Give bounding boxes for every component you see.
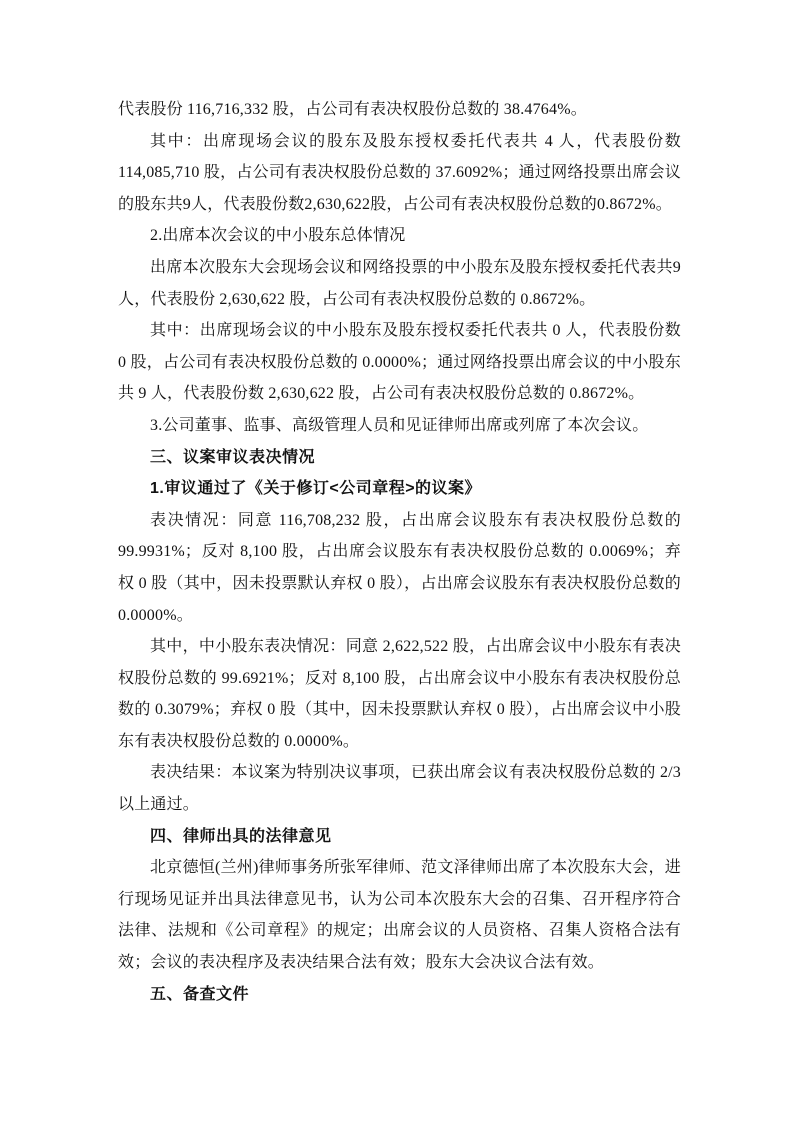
document-body: [118, 94, 681, 1010]
heading-section3-voting-review: 三、议案审议表决情况: [150, 448, 316, 466]
heading-proposal1-charter-amendment: 1.审议通过了《关于修订<公司章程>的议案》: [150, 480, 482, 498]
para-continued-shares-summary: 代表股份 116,716,332 股，占公司有表决权股份总数的 38.4764%。: [118, 101, 587, 118]
para-voting-conclusion: 表决结果：本议案为特别决议事项，已获出席会议有表决权股份总数的 2/3 以上通过。: [118, 764, 681, 814]
para-voting-results-overall: 表决情况：同意 116,708,232 股，占出席会议股东有表决权股份总数的 99.9931%；反对 8,100 股，占出席会议股东有表决权股份总数的 0.0069%；弃权 0 股（其中，因未投票默认弃权 0 股），占出席会议股东有表决权股份总数的 0.0000%。: [118, 511, 681, 624]
heading-section5-reference-documents: 五、备查文件: [150, 985, 250, 1003]
para-minor-shareholders-total: 出席本次股东大会现场会议和网络投票的中小股东及股东授权委托代表共9人，代表股份 2,630,622 股，占公司有表决权股份总数的 0.8672%。: [118, 258, 681, 308]
para-voting-results-minor-shareholders: 其中，中小股东表决情况：同意 2,622,522 股，占出席会议中小股东有表决权股份总数的 99.6921%；反对 8,100 股，占出席会议中小股东有表决权股份总数的 0.3079%；弃权 0 股（其中，因未投票默认弃权 0 股），占出席会议中小股东有表决权股份总数的 0.0000%。: [118, 638, 681, 750]
para-item3-attendees: 3.公司董事、监事、高级管理人员和见证律师出席或列席了本次会议。: [150, 416, 649, 434]
para-onsite-network-shareholders: 其中：出席现场会议的股东及股东授权委托代表共 4 人，代表股份数 114,085,710 股，占公司有表决权股份总数的 37.6092%；通过网络投票出席会议的股东共9人，代表股份数2,630,622股，占公司有表决权股份总数的0.8672%。: [118, 132, 681, 213]
para-minor-shareholders-breakdown: 其中：出席现场会议的中小股东及股东授权委托代表共 0 人，代表股份数 0 股，占公司有表决权股份总数的 0.0000%；通过网络投票出席会议的中小股东共 9 人，代表股份数 2,630,622 股，占公司有表决权股份总数的 0.8672%。: [118, 322, 681, 403]
para-item2-minor-shareholders-title: 2.出席本次会议的中小股东总体情况: [150, 227, 406, 245]
para-legal-opinion: 北京德恒(兰州)律师事务所张军律师、范文泽律师出席了本次股东大会，进行现场见证并出具法律意见书，认为公司本次股东大会的召集、召开程序符合法律、法规和《公司章程》的规定；出席会议的人员资格、召集人资格合法有效；会议的表决程序及表决结果合法有效；股东大会决议合法有效。: [118, 859, 681, 972]
heading-section4-legal-opinion: 四、律师出具的法律意见: [150, 827, 332, 845]
